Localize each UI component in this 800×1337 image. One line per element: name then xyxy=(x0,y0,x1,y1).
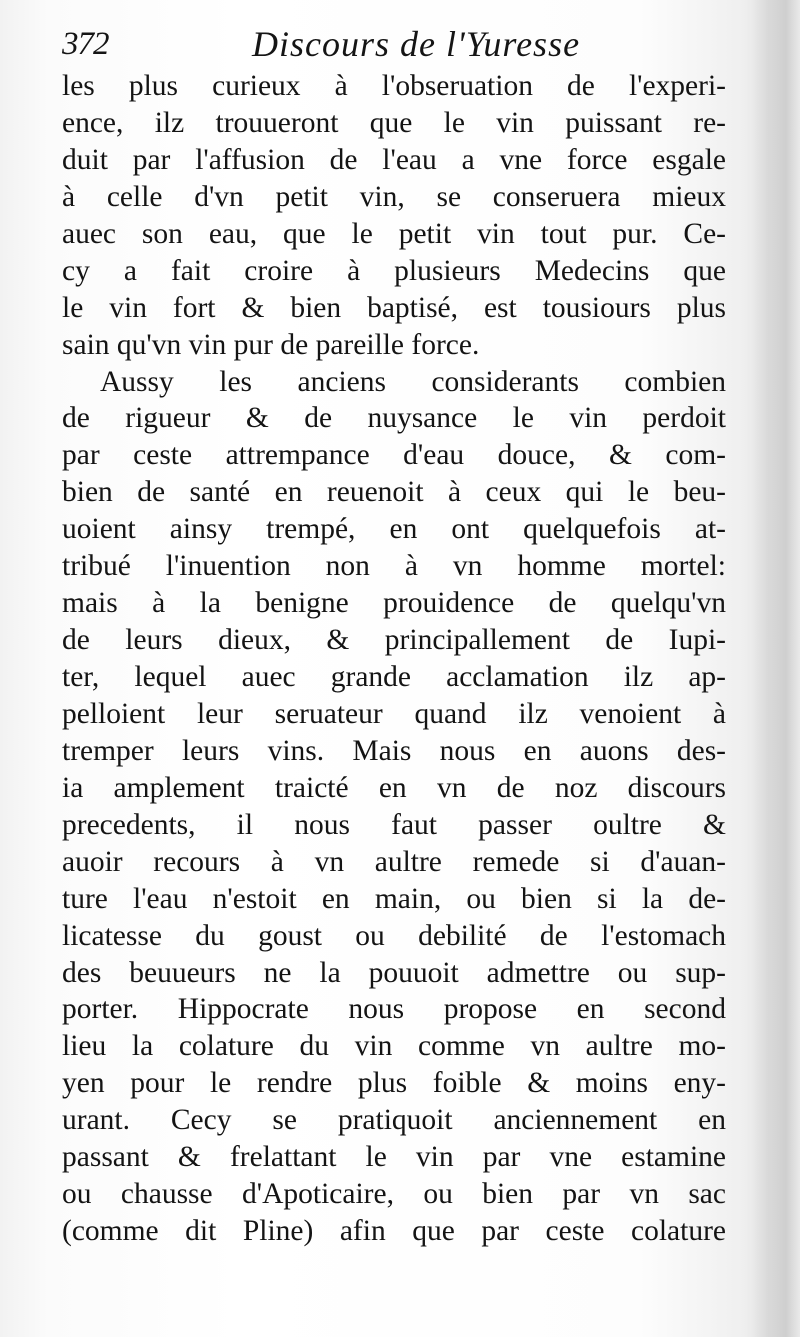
paragraph-start-line: Aussy les anciens considerants combien xyxy=(100,365,726,398)
text-line: tremper leurs vins. Mais nous en auons des- xyxy=(62,734,726,767)
page-number: 372 xyxy=(62,26,109,62)
text-line: de leurs dieux, & principallement de Iupi- xyxy=(62,624,726,657)
text-line: bien de santé en reuenoit à ceux qui le beu- xyxy=(62,476,726,509)
text-line: ou chausse d'Apoticaire, ou bien par vn sac xyxy=(62,1178,726,1211)
text-line: precedents, il nous faut passer oultre & xyxy=(62,808,726,841)
text-line: ence, ilz trouueront que le vin puissant re- xyxy=(62,106,726,139)
text-line: auoir recours à vn aultre remede si d'auan- xyxy=(62,845,726,878)
running-title: Discours de l'Yuresse xyxy=(252,24,581,64)
text-line: à celle d'vn petit vin, se conseruera mieux xyxy=(62,180,726,213)
text-line: mais à la benigne prouidence de quelqu'vn xyxy=(62,587,726,620)
text-line: urant. Cecy se pratiquoit anciennement en xyxy=(62,1104,726,1137)
text-line: ia amplement traicté en vn de noz discours xyxy=(62,771,726,804)
text-line: yen pour le rendre plus foible & moins eny- xyxy=(62,1067,726,1100)
text-line: uoient ainsy trempé, en ont quelquefois at- xyxy=(62,513,726,546)
text-line: cy a fait croire à plusieurs Medecins que xyxy=(62,254,726,287)
text-line: ter, lequel auec grande acclamation ilz ap- xyxy=(62,661,726,693)
text-line: de rigueur & de nuysance le vin perdoit xyxy=(62,402,726,435)
text-line: duit par l'affusion de l'eau a vne force esgale xyxy=(62,143,726,176)
text-line: le vin fort & bien baptisé, est tousiours plus xyxy=(62,291,726,324)
paragraph-end-line: sain qu'vn vin pur de pareille force. xyxy=(62,328,480,361)
text-line: passant & frelattant le vin par vne estamine xyxy=(62,1141,726,1174)
text-line: (comme dit Pline) afin que par ceste colature xyxy=(62,1215,726,1248)
text-line: porter. Hippocrate nous propose en second xyxy=(62,993,726,1026)
body-text xyxy=(62,68,726,1250)
text-line: auec son eau, que le petit vin tout pur. Ce- xyxy=(62,217,726,250)
text-line: licatesse du goust ou debilité de l'estomach xyxy=(62,919,726,952)
running-head xyxy=(62,20,762,72)
text-line: des beuueurs ne la pouuoit admettre ou sup- xyxy=(62,956,726,989)
text-line: ture l'eau n'estoit en main, ou bien si la de- xyxy=(62,882,726,915)
text-line: les plus curieux à l'obseruation de l'experi- xyxy=(62,70,726,102)
text-line: tribué l'inuention non à vn homme mortel: xyxy=(62,550,726,583)
text-line: pelloient leur seruateur quand ilz venoient à xyxy=(62,697,726,730)
spine-shadow xyxy=(752,0,800,1337)
text-line: lieu la colature du vin comme vn aultre mo- xyxy=(62,1030,726,1063)
text-line: par ceste attrempance d'eau douce, & com- xyxy=(62,439,726,472)
